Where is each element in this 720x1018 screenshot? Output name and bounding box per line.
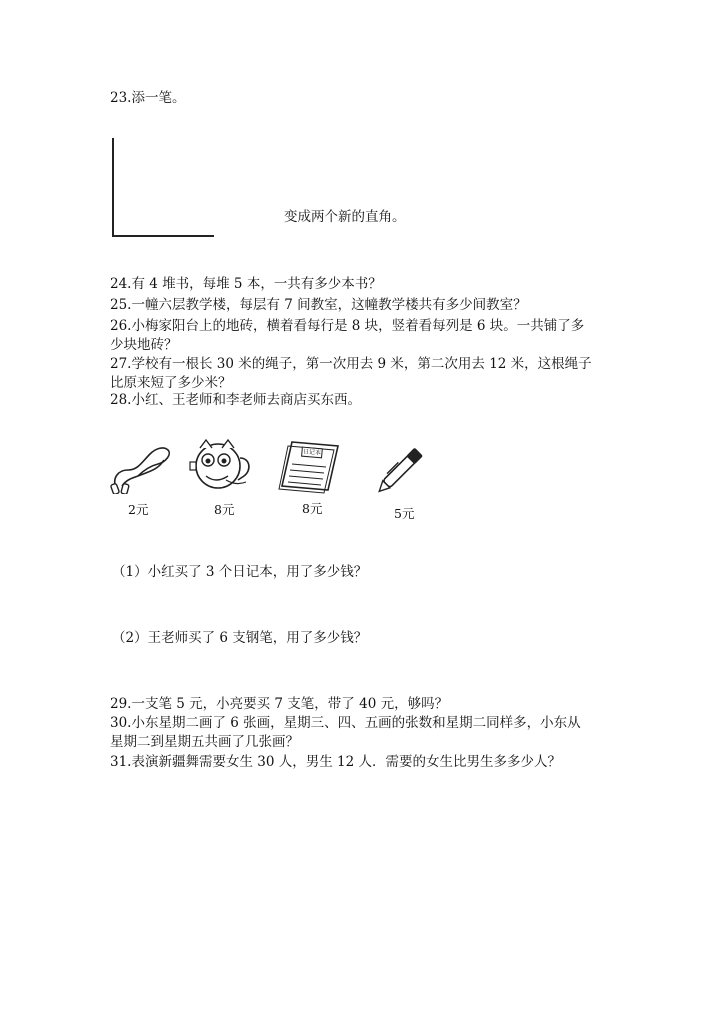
q31-text: 31.表演新疆舞需要女生 30 人，男生 12 人．需要的女生比男生多多少人？	[110, 754, 561, 770]
q30-line1: 30.小东星期二画了 6 张画，星期三、四、五画的张数和星期二同样多，小东从	[110, 715, 581, 731]
notebook-label: 日记本	[302, 448, 322, 457]
notebook-icon	[278, 438, 342, 496]
backpack-price: 8元	[214, 502, 235, 517]
q23-title: 23.添一笔。	[110, 90, 186, 106]
pen-icon	[374, 440, 434, 496]
q27-line2: 比原来短了多少米？	[110, 375, 232, 391]
q26-line1: 26.小梅家阳台上的地砖，横着看每行是 8 块，竖着看每列是 6 块。一共铺了多	[110, 318, 585, 334]
q24-text: 24.有 4 堆书，每堆 5 本，一共有多少本书？	[110, 276, 382, 292]
pen-price: 5元	[394, 506, 415, 521]
q25-text: 25.一幢六层教学楼，每层有 7 间教室，这幢教学楼共有多少间教室？	[110, 297, 527, 313]
notebook-price: 8元	[302, 501, 323, 516]
backpack-icon	[186, 436, 256, 496]
right-angle-figure	[112, 138, 214, 237]
jump-rope-icon	[108, 440, 174, 494]
q28-sub2: （2）王老师买了 6 支钢笔，用了多少钱？	[112, 630, 368, 646]
q28-title: 28.小红、王老师和李老师去商店买东西。	[110, 392, 361, 408]
q26-line2: 少块地砖？	[110, 337, 178, 353]
q29-text: 29.一支笔 5 元，小亮要买 7 支笔，带了 40 元，够吗？	[110, 696, 449, 712]
q23-caption: 变成两个新的直角。	[284, 209, 406, 225]
q28-sub1: （1）小红买了 3 个日记本，用了多少钱？	[112, 564, 368, 580]
q30-line2: 星期二到星期五共画了几张画？	[110, 734, 299, 750]
q27-line1: 27.学校有一根长 30 米的绳子，第一次用去 9 米，第二次用去 12 米，这根绳子	[110, 356, 592, 372]
jump-rope-price: 2元	[128, 502, 149, 517]
